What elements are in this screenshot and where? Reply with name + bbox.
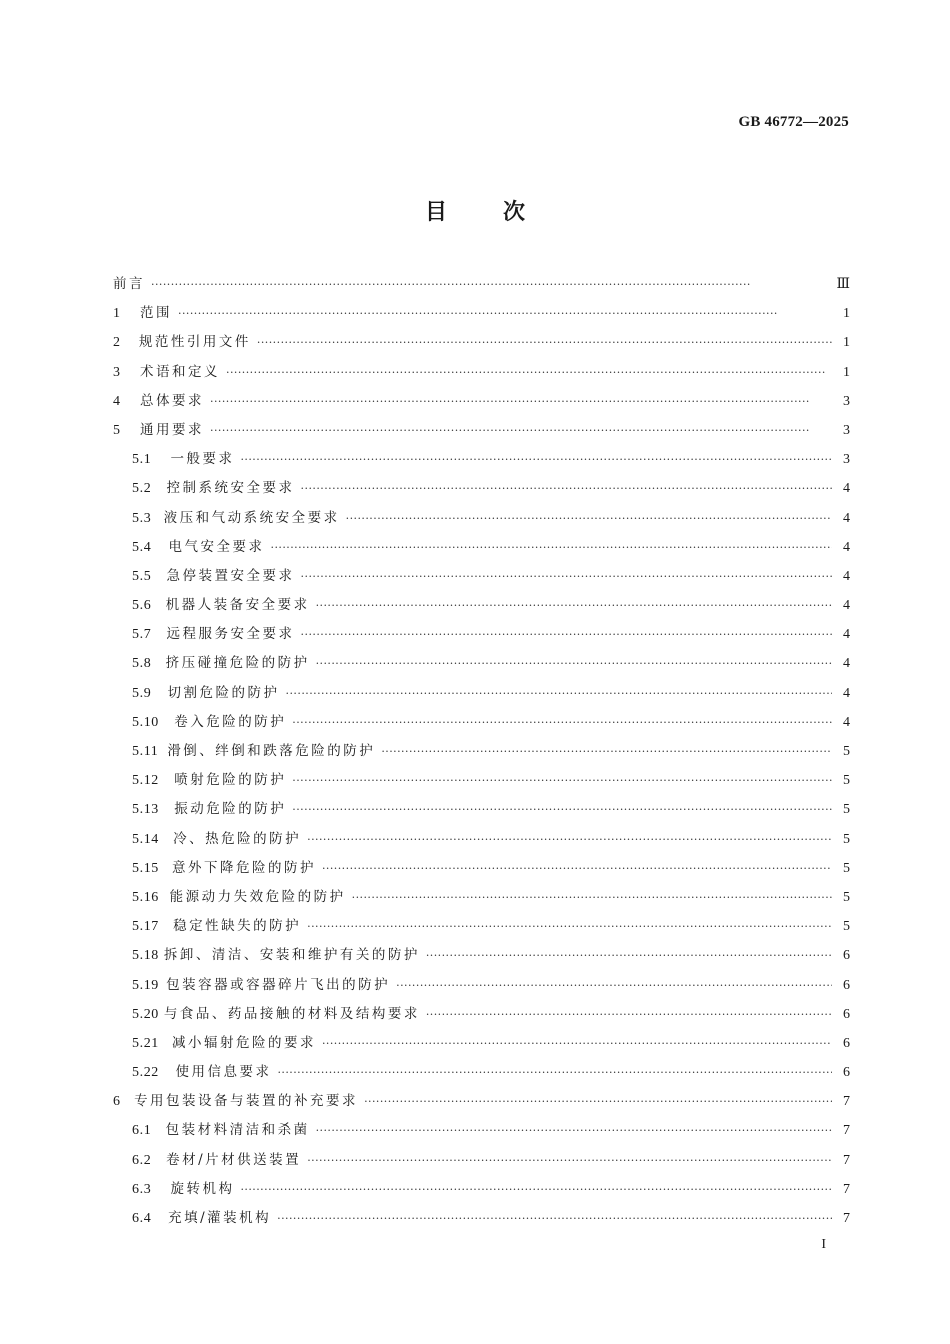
dot-leader: [292, 708, 832, 737]
toc-entry-title: 急停装置安全要求: [166, 567, 295, 584]
toc-entry-title: 切割危险的防护: [167, 684, 280, 701]
toc-entry-title: 旋转机构: [170, 1180, 235, 1197]
toc-entry-title: 规范性引用文件: [138, 334, 251, 351]
toc-entry-page: 6: [843, 948, 850, 964]
toc-entry-number: 5.4: [132, 539, 152, 555]
toc-entry-number: 5.8: [132, 656, 152, 672]
toc-entry-title: 喷射危险的防护: [174, 772, 287, 789]
toc-entry-number: 5.10: [132, 714, 159, 730]
dot-leader: [316, 1116, 832, 1145]
toc-entry-number: 5.7: [132, 627, 152, 643]
toc-entry-title: 卷材/片材供送装置: [166, 1151, 302, 1168]
dot-leader: [346, 504, 832, 533]
toc-entry-title: 能源动力失效危险的防护: [169, 888, 346, 905]
dot-leader: [178, 299, 832, 328]
toc-entry-number: 5.12: [132, 773, 159, 789]
toc-entry-page: 3: [843, 452, 850, 468]
toc-entry-title: 包装材料清洁和杀菌: [165, 1122, 310, 1139]
toc-entry-page: 4: [843, 539, 850, 555]
toc-entry-page: 5: [843, 889, 850, 905]
toc-entry[interactable]: [113, 1000, 850, 1029]
toc-entry[interactable]: [113, 620, 850, 649]
dot-leader: [301, 474, 832, 503]
toc-entry-number: 5.16: [132, 889, 159, 905]
toc-entry-number: 5.2: [132, 481, 152, 497]
toc-entry-number: 5.21: [132, 1035, 159, 1051]
toc-entry[interactable]: [113, 708, 850, 737]
toc-entry-number: 5.6: [132, 598, 152, 614]
dot-leader: [226, 358, 832, 387]
toc-entry-page: 1: [843, 306, 850, 322]
toc-entry-title: 范围: [140, 305, 172, 322]
toc-entry-page: 4: [843, 627, 850, 643]
toc-entry[interactable]: [113, 854, 850, 883]
toc-entry-number: 5.1: [132, 452, 152, 468]
toc-entry-page: 5: [843, 773, 850, 789]
toc-entry-number: 3: [113, 364, 121, 380]
toc-entry[interactable]: [113, 1146, 850, 1175]
dot-leader: [322, 1029, 832, 1058]
toc-entry-page: 4: [843, 714, 850, 730]
toc-entry-page: 5: [843, 860, 850, 876]
toc-entry-title: 前言: [113, 276, 145, 292]
toc-entry-page: 6: [843, 1035, 850, 1051]
toc-entry-title: 意外下降危险的防护: [171, 859, 316, 876]
toc-entry-number: 5.13: [132, 802, 159, 818]
page-title: 目次: [424, 200, 581, 225]
toc-entry-title: 拆卸、清洁、安装和维护有关的防护: [163, 947, 420, 964]
dot-leader: [210, 416, 832, 445]
dot-leader: [240, 1175, 832, 1204]
toc-entry-number: 5.15: [132, 860, 159, 876]
toc-entry-title: 一般要求: [170, 451, 235, 468]
dot-leader: [426, 1000, 832, 1029]
toc-entry[interactable]: [113, 912, 850, 941]
toc-entry-page: 1: [843, 364, 850, 380]
toc-entry[interactable]: [113, 737, 850, 766]
toc-entry-title: 使用信息要求: [175, 1064, 272, 1081]
dot-leader: [210, 387, 832, 416]
toc-entry-title: 机器人装备安全要求: [165, 597, 310, 614]
toc-entry-page: 6: [843, 977, 850, 993]
toc-entry-title: 冷、热危险的防护: [173, 830, 302, 847]
toc-entry-page: 4: [843, 481, 850, 497]
toc-entry[interactable]: [113, 445, 850, 474]
toc-entry-page: 6: [843, 1065, 850, 1081]
toc-entry-page: Ⅲ: [836, 277, 850, 292]
toc-entry[interactable]: [113, 1029, 850, 1058]
dot-leader: [301, 562, 832, 591]
toc-entry[interactable]: [113, 328, 850, 357]
toc-entry-page: 4: [843, 568, 850, 584]
dot-leader: [257, 328, 832, 357]
dot-leader: [307, 912, 832, 941]
page-number: I: [821, 1237, 826, 1252]
toc-entry-number: 5.11: [132, 744, 159, 759]
toc-entry-number: 5.20: [132, 1006, 159, 1022]
toc-entry-title: 总体要求: [140, 392, 204, 409]
toc-entry-title: 振动危险的防护: [174, 801, 287, 818]
dot-leader: [381, 737, 832, 766]
toc-entry-title: 液压和气动系统安全要求: [163, 509, 340, 526]
toc-entry-page: 3: [843, 422, 850, 438]
toc-entry-number: 2: [113, 335, 121, 351]
dot-leader: [240, 445, 832, 474]
toc-entry[interactable]: [113, 1116, 850, 1145]
toc-entry-title: 包装容器或容器碎片飞出的防护: [166, 976, 391, 993]
toc-entry-title: 与食品、药品接触的材料及结构要求: [163, 1005, 420, 1022]
toc-entry-title: 控制系统安全要求: [166, 480, 295, 497]
dot-leader: [271, 533, 833, 562]
toc-entry[interactable]: [113, 358, 850, 387]
toc-entry[interactable]: [113, 562, 850, 591]
dot-leader: [307, 1146, 832, 1175]
toc-entry-page: 7: [843, 1152, 850, 1168]
toc-entry-title: 充填/灌装机构: [168, 1210, 272, 1226]
toc-entry-title: 减小辐射危险的要求: [171, 1034, 316, 1051]
toc-entry[interactable]: [113, 971, 850, 1000]
toc-entry-page: 5: [843, 744, 850, 759]
dot-leader: [396, 971, 832, 1000]
toc-entry[interactable]: [113, 1204, 850, 1233]
dot-leader: [286, 679, 832, 708]
toc-entry[interactable]: [113, 1175, 850, 1204]
toc-entry-number: 6.4: [132, 1211, 152, 1226]
toc-entry-number: 6.1: [132, 1123, 152, 1139]
toc-entry[interactable]: [113, 504, 850, 533]
toc-entry-page: 4: [843, 510, 850, 526]
dot-leader: [292, 795, 832, 824]
toc-entry-page: 7: [843, 1094, 850, 1110]
dot-leader: [364, 1087, 832, 1116]
toc-entry[interactable]: [113, 679, 850, 708]
toc-entry-number: 5.17: [132, 919, 159, 935]
dot-leader: [277, 1058, 832, 1087]
toc-entry-title: 通用要求: [140, 421, 204, 438]
table-of-contents: [113, 270, 850, 1233]
toc-entry[interactable]: [113, 416, 850, 445]
toc-entry-number: 5.22: [132, 1065, 159, 1081]
toc-entry-number: 4: [113, 393, 121, 409]
toc-entry-number: 6: [113, 1094, 121, 1110]
toc-entry-number: 5.19: [132, 977, 159, 993]
toc-entry[interactable]: [113, 766, 850, 795]
toc-entry[interactable]: [113, 649, 850, 678]
toc-entry-number: 5.18: [132, 948, 159, 964]
dot-leader: [307, 825, 832, 854]
dot-leader: [301, 620, 832, 649]
toc-entry-page: 6: [843, 1006, 850, 1022]
toc-entry[interactable]: [113, 1058, 850, 1087]
toc-entry[interactable]: [113, 591, 850, 620]
dot-leader: [151, 270, 832, 299]
toc-entry-number: 5.3: [132, 510, 152, 526]
toc-entry[interactable]: [113, 941, 850, 970]
toc-entry-number: 6.2: [132, 1152, 152, 1168]
dot-leader: [316, 591, 832, 620]
toc-entry-number: 5.9: [132, 685, 152, 701]
toc-entry-title: 电气安全要求: [168, 538, 265, 555]
toc-entry-number: 5.5: [132, 568, 152, 584]
toc-entry-number: 1: [113, 306, 121, 322]
toc-entry-title: 挤压碰撞危险的防护: [165, 655, 310, 672]
toc-entry-number: 5: [113, 422, 121, 438]
toc-entry-page: 5: [843, 831, 850, 847]
dot-leader: [322, 854, 832, 883]
toc-entry-title: 滑倒、绊倒和跌落危险的防护: [167, 743, 376, 759]
dot-leader: [352, 883, 832, 912]
toc-entry[interactable]: [113, 1087, 850, 1116]
toc-entry-page: 5: [843, 802, 850, 818]
toc-entry-title: 卷入危险的防护: [174, 713, 287, 730]
toc-entry-title: 远程服务安全要求: [166, 626, 295, 643]
dot-leader: [316, 649, 832, 678]
toc-entry[interactable]: [113, 533, 850, 562]
toc-entry-page: 4: [843, 598, 850, 614]
toc-entry-title: 稳定性缺失的防护: [173, 918, 302, 935]
toc-entry-page: 7: [843, 1123, 850, 1139]
toc-entry[interactable]: [113, 270, 850, 299]
toc-entry-page: 7: [843, 1181, 850, 1197]
toc-entry[interactable]: [113, 474, 850, 503]
standard-code: GB 46772—2025: [738, 114, 849, 130]
dot-leader: [426, 941, 832, 970]
toc-entry[interactable]: [113, 299, 850, 328]
toc-entry[interactable]: [113, 883, 850, 912]
toc-entry[interactable]: [113, 387, 850, 416]
toc-entry[interactable]: [113, 795, 850, 824]
toc-entry-title: 专用包装设备与装置的补充要求: [134, 1093, 359, 1110]
toc-entry-page: 7: [843, 1211, 850, 1226]
toc-entry-page: 5: [843, 919, 850, 935]
toc-entry-number: 6.3: [132, 1181, 152, 1197]
toc-entry-page: 4: [843, 656, 850, 672]
toc-entry-number: 5.14: [132, 831, 159, 847]
toc-entry-page: 1: [843, 335, 850, 351]
dot-leader: [292, 766, 832, 795]
dot-leader: [277, 1204, 832, 1233]
toc-entry-page: 4: [843, 685, 850, 701]
toc-entry[interactable]: [113, 825, 850, 854]
toc-entry-title: 术语和定义: [140, 363, 220, 380]
toc-entry-page: 3: [843, 393, 850, 409]
